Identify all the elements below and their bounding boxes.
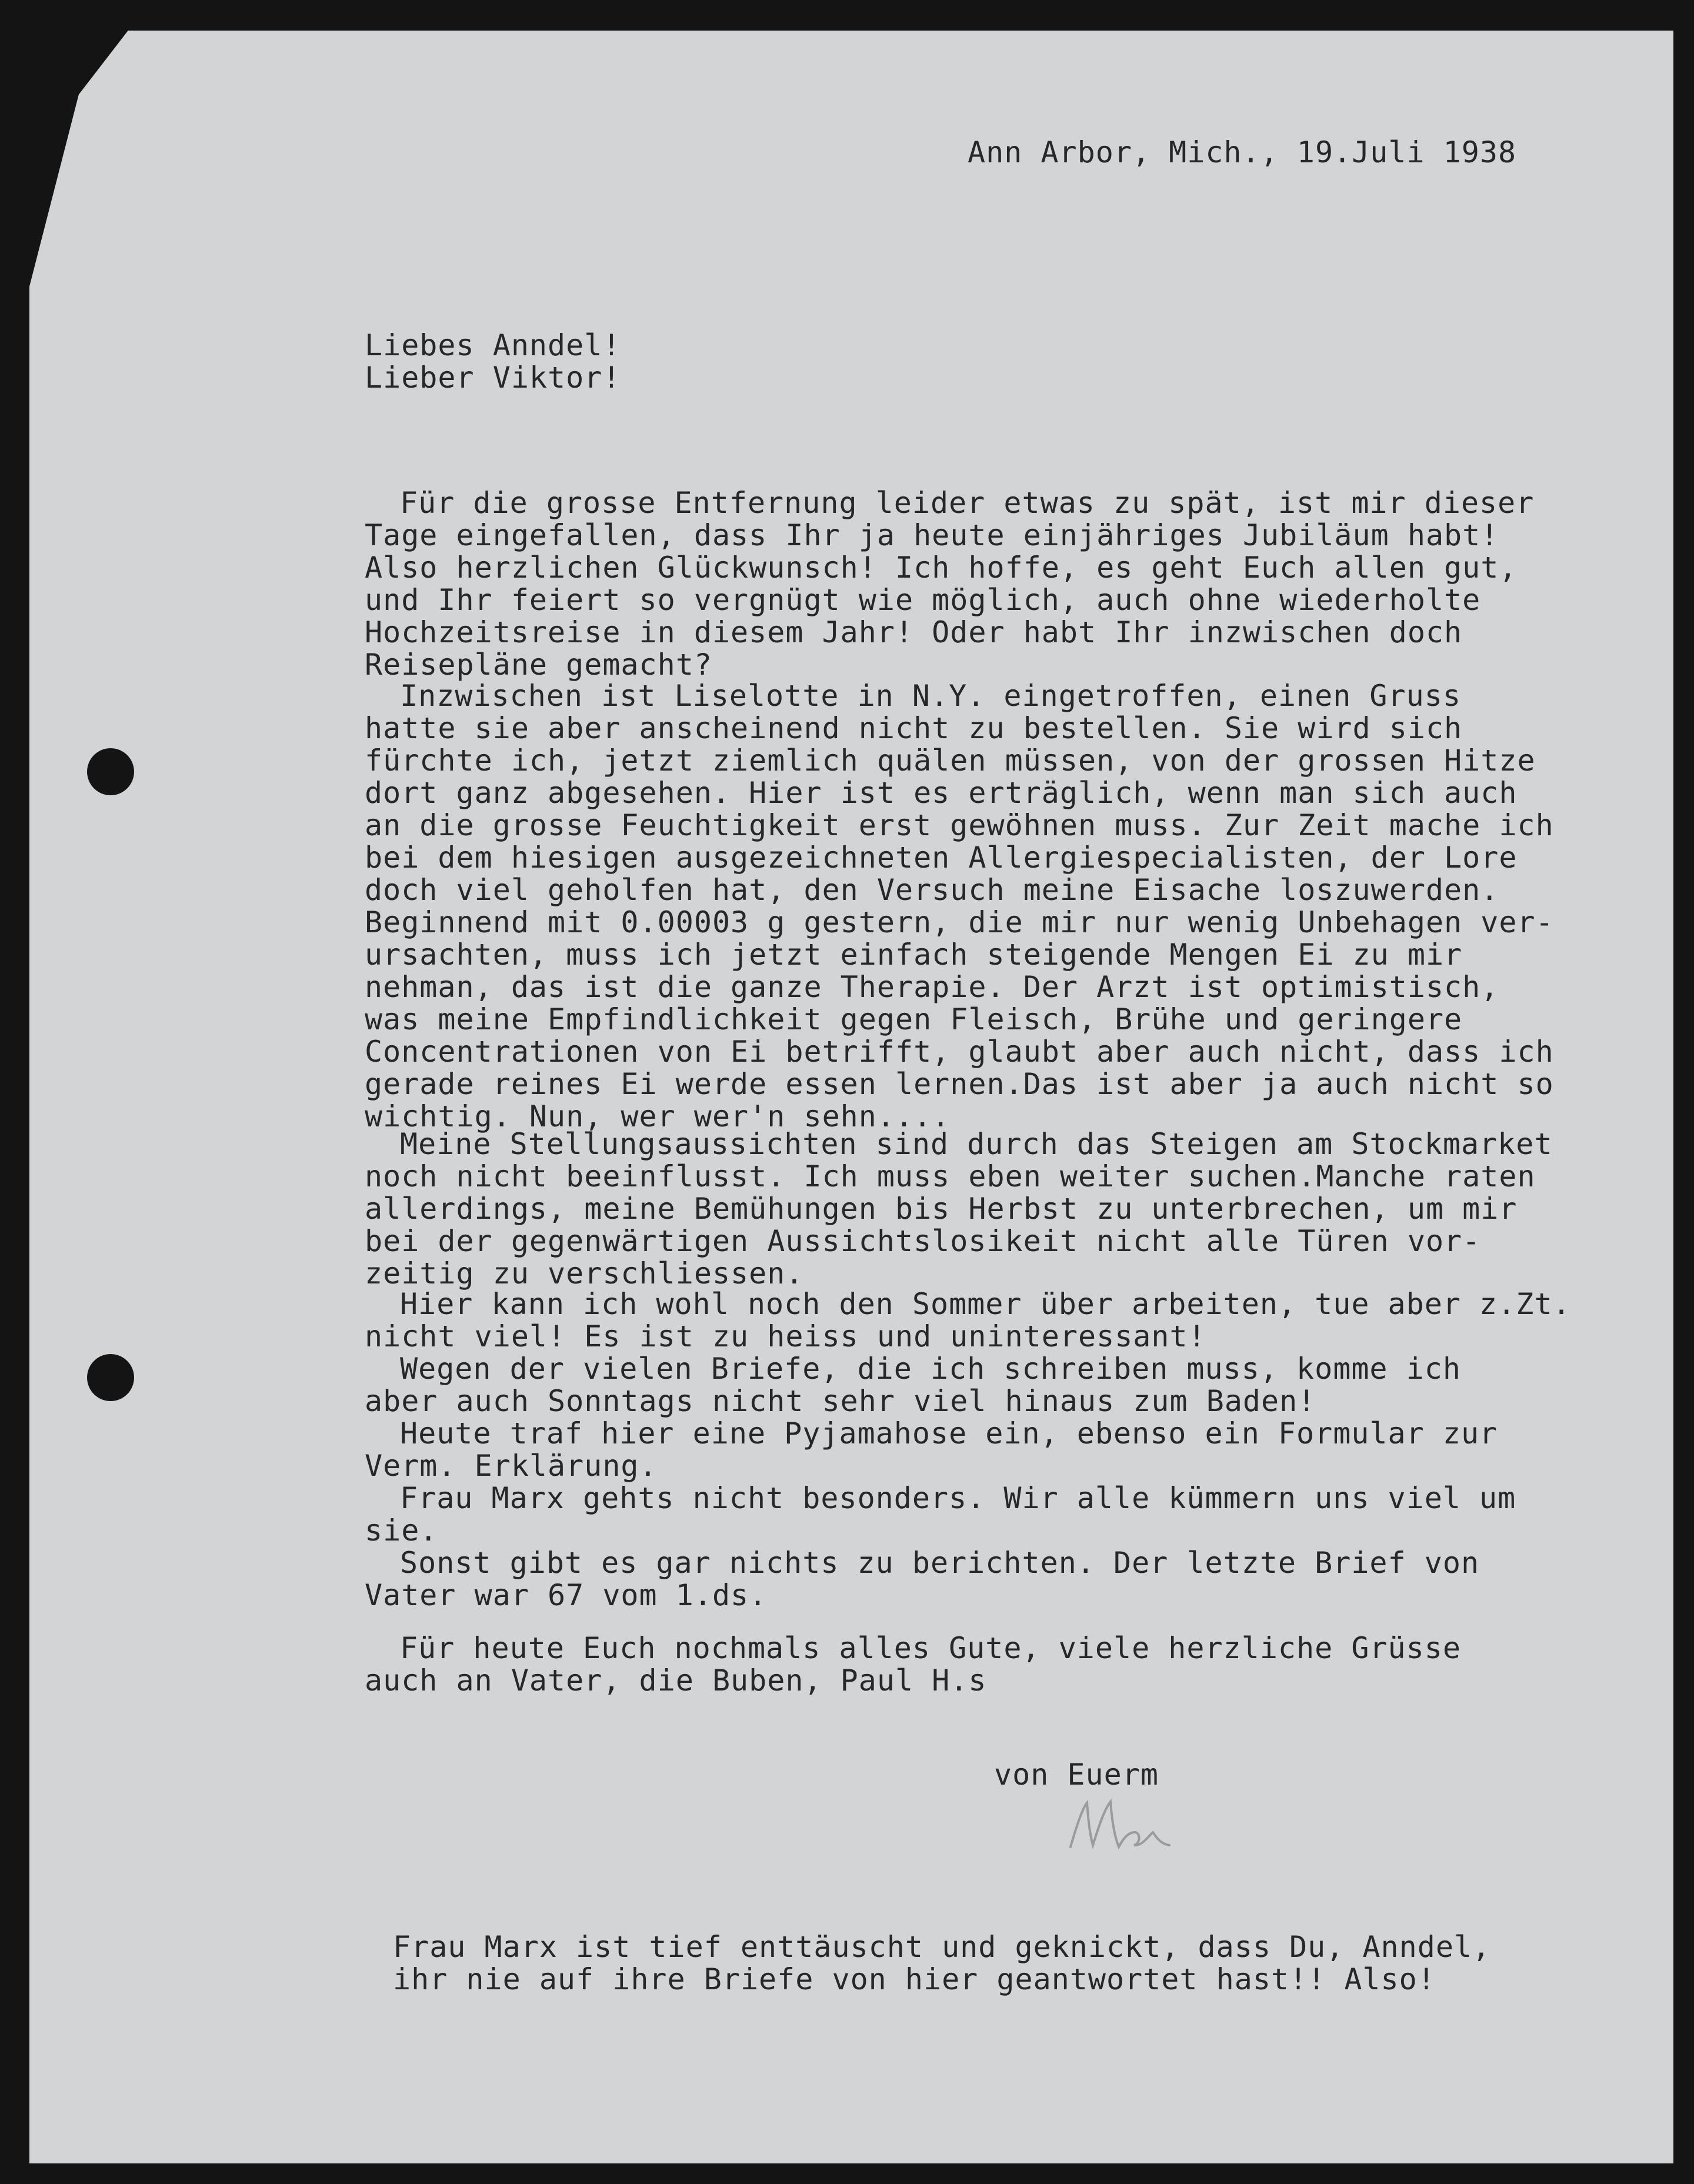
dateline: Ann Arbor, Mich., 19.Juli 1938	[968, 135, 1517, 169]
body-line: noch nicht beeinflusst. Ich muss eben weiter suchen.Manche raten	[365, 1159, 1536, 1193]
body-line: bei der gegenwärtigen Aussichtslosikeit nicht alle Türen vor-	[365, 1224, 1481, 1258]
body-line: Hier kann ich wohl noch den Sommer über arbeiten, tue aber z.Zt.	[400, 1287, 1571, 1321]
body-line: bei dem hiesigen ausgezeichneten Allergiespecialisten, der Lore	[365, 841, 1518, 875]
closing-line: Für heute Euch nochmals alles Gute, viele herzliche Grüsse	[400, 1631, 1461, 1665]
body-line: was meine Empfindlichkeit gegen Fleisch, Brühe und geringere	[365, 1002, 1463, 1036]
closing-line: auch an Vater, die Buben, Paul H.s	[365, 1663, 987, 1698]
body-line: dort ganz abgesehen. Hier ist es erträglich, wenn man sich auch	[365, 776, 1518, 810]
body-line: gerade reines Ei werde essen lernen.Das ist aber ja auch nicht so	[365, 1067, 1554, 1101]
body-line: doch viel geholfen hat, den Versuch meine Eisache loszuwerden.	[365, 873, 1499, 907]
body-line: Heute traf hier eine Pyjamahose ein, ebenso ein Formular zur	[400, 1416, 1498, 1451]
body-line: sie.	[365, 1513, 438, 1548]
body-line: Hochzeitsreise in diesem Jahr! Oder habt Ihr inzwischen doch	[365, 615, 1463, 649]
body-line: Reisepläne gemacht?	[365, 648, 712, 682]
valediction: von Euerm	[994, 1758, 1159, 1792]
postscript-line: ihr nie auf ihre Briefe von hier geantwortet hast!! Also!	[393, 1962, 1436, 1996]
body-line: Beginnend mit 0.00003 g gestern, die mir nur wenig Unbehagen ver-	[365, 905, 1554, 939]
salutation-line: Liebes Anndel!	[365, 328, 621, 362]
body-line: nicht viel! Es ist zu heiss und uninteressant!	[365, 1319, 1206, 1353]
body-line: an die grosse Feuchtigkeit erst gewöhnen muss. Zur Zeit mache ich	[365, 808, 1554, 842]
body-line: Inzwischen ist Liselotte in N.Y. eingetroffen, einen Gruss	[400, 679, 1461, 713]
body-line: zeitig zu verschliessen.	[365, 1256, 804, 1291]
body-line: Concentrationen von Ei betrifft, glaubt aber auch nicht, dass ich	[365, 1035, 1554, 1069]
body-line: fürchte ich, jetzt ziemlich quälen müssen, von der grossen Hitze	[365, 743, 1536, 778]
body-line: Verm. Erklärung.	[365, 1449, 658, 1483]
body-line: wichtig. Nun, wer wer'n sehn....	[365, 1099, 951, 1133]
body-line: Wegen der vielen Briefe, die ich schreiben muss, komme ich	[400, 1352, 1461, 1386]
body-line: hatte sie aber anscheinend nicht zu bestellen. Sie wird sich	[365, 711, 1463, 745]
body-line: nehman, das ist die ganze Therapie. Der Arzt ist optimistisch,	[365, 970, 1499, 1004]
body-line: Also herzlichen Glückwunsch! Ich hoffe, es geht Euch allen gut,	[365, 551, 1518, 585]
body-line: aber auch Sonntags nicht sehr viel hinaus zum Baden!	[365, 1384, 1316, 1418]
body-line: Sonst gibt es gar nichts zu berichten. Der letzte Brief von	[400, 1546, 1480, 1580]
signature-scribble	[1065, 1791, 1182, 1856]
salutation-line: Lieber Viktor!	[365, 361, 621, 395]
body-line: und Ihr feiert so vergnügt wie möglich, auch ohne wiederholte	[365, 583, 1481, 617]
postscript-line: Frau Marx ist tief enttäuscht und geknickt, dass Du, Anndel,	[393, 1930, 1491, 1964]
body-line: allerdings, meine Bemühungen bis Herbst zu unterbrechen, um mir	[365, 1192, 1518, 1226]
body-line: Für die grosse Entfernung leider etwas zu spät, ist mir dieser	[400, 486, 1535, 520]
body-line: Meine Stellungsaussichten sind durch das Steigen am Stockmarket	[400, 1127, 1553, 1161]
body-line: Vater war 67 vom 1.ds.	[365, 1578, 768, 1612]
body-line: Frau Marx gehts nicht besonders. Wir alle kümmern uns viel um	[400, 1481, 1516, 1515]
punch-hole-top	[87, 748, 134, 795]
punch-hole-bottom	[87, 1354, 134, 1401]
body-line: Tage eingefallen, dass Ihr ja heute einjähriges Jubiläum habt!	[365, 518, 1499, 552]
signature	[1065, 1791, 1182, 1859]
body-line: ursachten, muss ich jetzt einfach steigende Mengen Ei zu mir	[365, 938, 1463, 972]
